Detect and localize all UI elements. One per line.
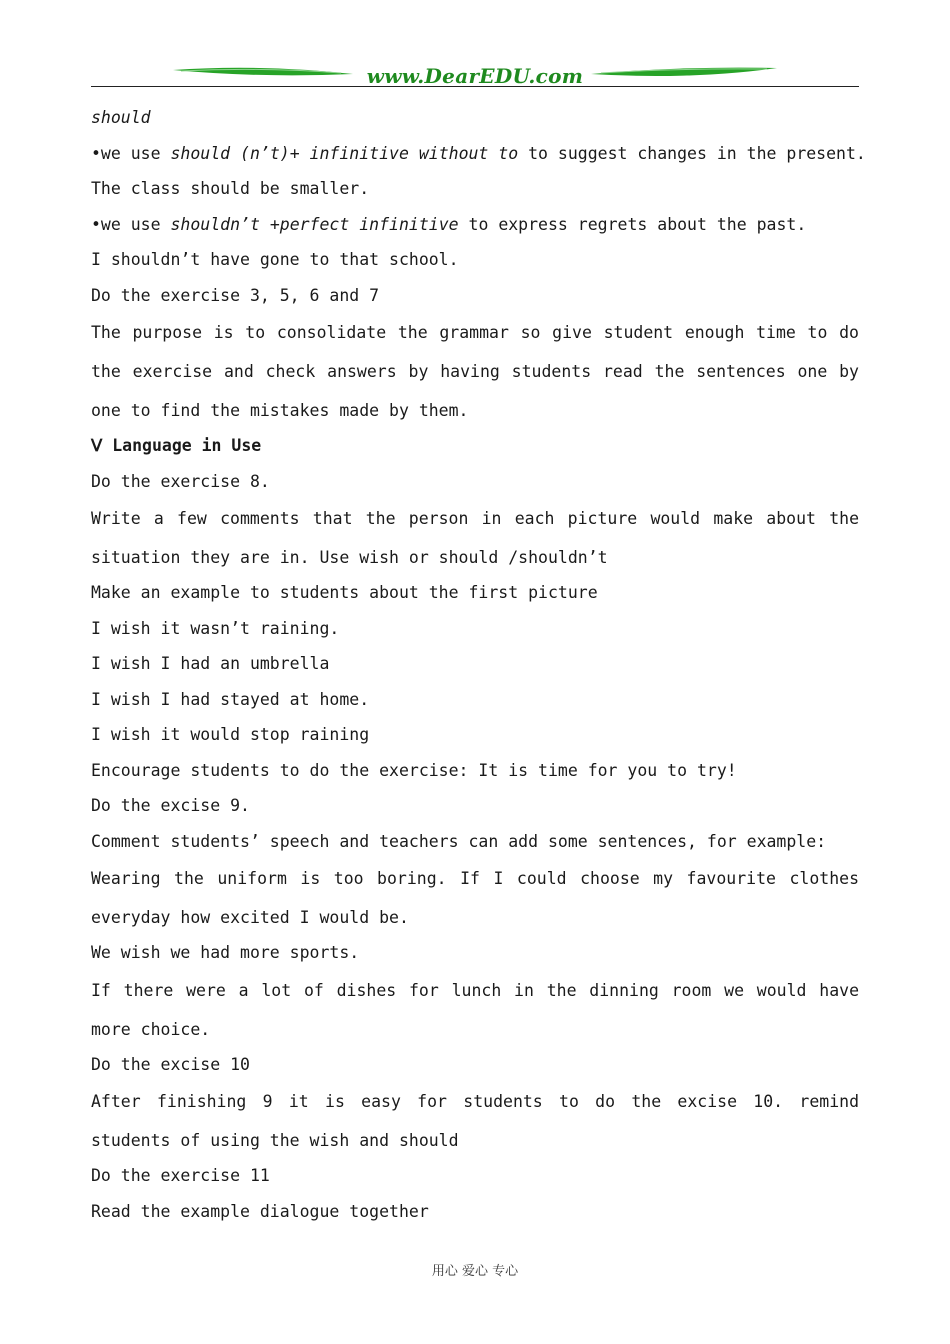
- text-line: The class should be smaller.: [91, 179, 370, 198]
- paragraph: If there were a lot of dishes for lunch in the dinning room we would have more choice.: [91, 980, 859, 1039]
- paragraph: Wearing the uniform is too boring. If I could choose my favourite clothes everyday how excited I would be.: [91, 869, 859, 927]
- text-line: Comment students’ speech and teachers can add some sentences, for example:: [91, 831, 827, 851]
- text-line: We wish we had more sports.: [91, 943, 360, 962]
- text-line: I wish it wasn’t raining.: [91, 618, 340, 638]
- text-line: I wish it would stop raining: [91, 725, 370, 744]
- text-line: I wish I had an umbrella: [91, 654, 330, 673]
- text-line: I shouldn’t have gone to that school.: [91, 250, 459, 269]
- text-line: Do the excise 10: [91, 1054, 250, 1074]
- paragraph: The purpose is to consolidate the grammar so give student enough time to do the exercise and check answers by having students read the sentences one by one to find the mistakes made by them.: [91, 323, 859, 420]
- text-line: •we use should (n’t)+ infinitive without to to suggest changes in the present.: [91, 143, 866, 163]
- text-line: Do the exercise 3, 5, 6 and 7: [91, 285, 380, 305]
- site-logo[interactable]: www.DearEDU.com: [366, 64, 584, 88]
- text-line: Do the exercise 8.: [91, 471, 270, 491]
- text-line: Do the exercise 11: [91, 1166, 270, 1185]
- text-line: Encourage students to do the exercise: It is time for you to try!: [91, 760, 737, 780]
- header-divider: [91, 86, 859, 87]
- page-footer: 用心 爱心 专心: [431, 1264, 519, 1279]
- section-heading: Ⅴ Language in Use: [91, 436, 262, 455]
- document-body: [91, 100, 866, 1229]
- text-line: Make an example to students about the first picture: [91, 583, 598, 602]
- text-line: I wish I had stayed at home.: [91, 689, 370, 709]
- paragraph: Write a few comments that the person in each picture would make about the situation they are in. Use wish or should /shouldn’t: [91, 509, 859, 567]
- text-line: should: [91, 108, 151, 127]
- text-line: Do the excise 9.: [91, 796, 250, 815]
- paragraph: After finishing 9 it is easy for students to do the excise 10. remind students of using the wish and should: [91, 1092, 859, 1150]
- text-line: •we use shouldn’t +perfect infinitive to express regrets about the past.: [91, 214, 807, 234]
- text-line: Read the example dialogue together: [91, 1201, 429, 1221]
